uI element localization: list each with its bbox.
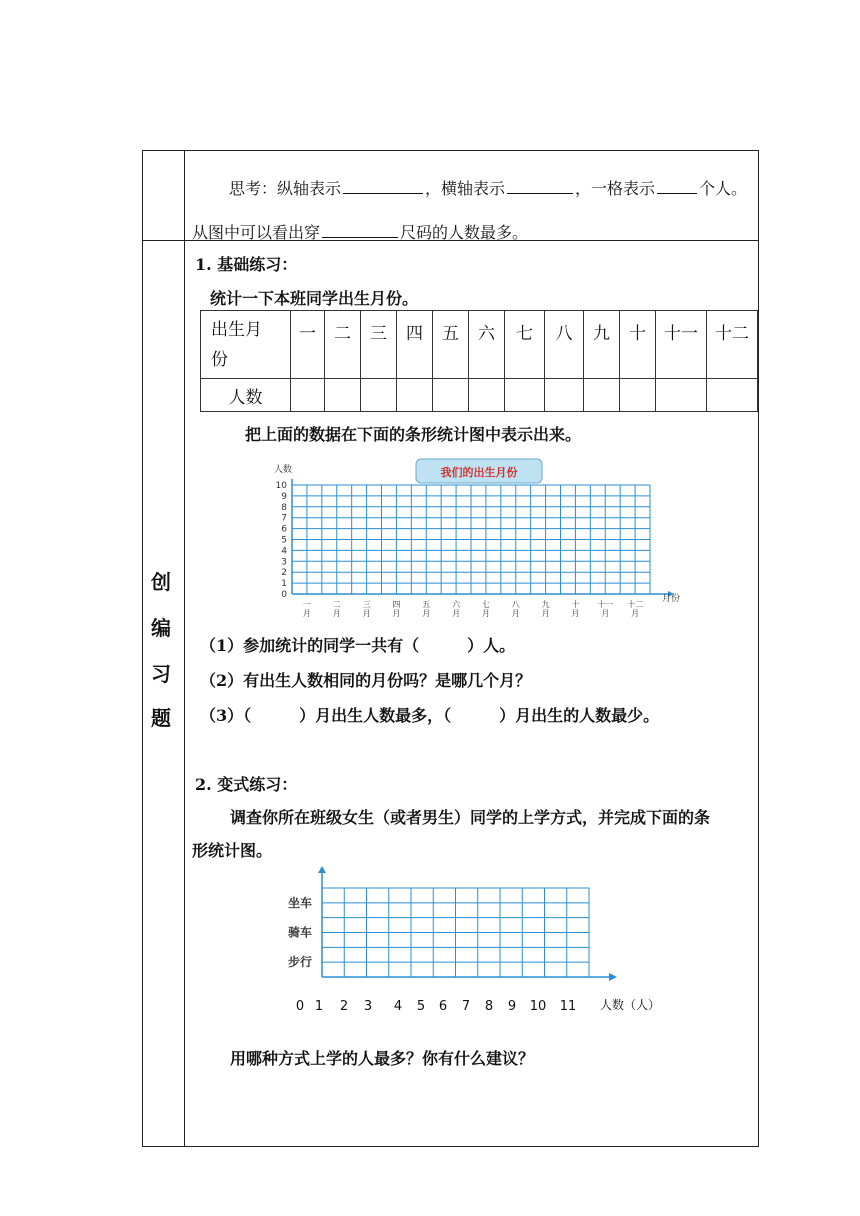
x-tick-label: 九 (541, 600, 550, 609)
x-tick-label-unit: 月 (452, 609, 461, 618)
count-cell[interactable] (545, 379, 584, 412)
month-cell: 十一 (656, 311, 707, 379)
count-cell[interactable] (433, 379, 469, 412)
x-tick-label-unit: 月 (631, 609, 640, 618)
y-tick-label: 1 (281, 579, 287, 590)
x-tick-label: 二 (332, 600, 341, 609)
x-tick-label: 十 (571, 600, 580, 609)
think-text-6: 尺码的人数最多。 (400, 223, 529, 242)
x-axis-label: 人数（人） (600, 998, 661, 1012)
header-label-line2: 份 (211, 349, 228, 370)
x-tick-label: 十二 (627, 600, 644, 609)
think-line-1 (229, 176, 747, 199)
vertical-axis-blank[interactable] (343, 179, 423, 194)
x-tick-label-unit: 月 (422, 609, 431, 618)
section1-instruction: 把上面的数据在下面的条形统计图中表示出来。 (245, 425, 582, 444)
birth-month-table (200, 310, 758, 412)
count-row-label: 人数 (201, 379, 291, 412)
month-cell: 三 (361, 311, 397, 379)
y-tick-label: 4 (281, 546, 287, 557)
y-tick-label: 3 (281, 557, 287, 568)
count-cell[interactable] (361, 379, 397, 412)
section2-intro-line2: 形统计图。 (192, 841, 273, 860)
x-tick-label-unit: 月 (302, 609, 311, 618)
count-cell[interactable] (620, 379, 656, 412)
x-tick-label: 3 (363, 999, 373, 1014)
count-cell[interactable] (325, 379, 361, 412)
side-char-2: 编 (151, 616, 171, 640)
x-tick-label-unit: 月 (362, 609, 371, 618)
x-tick-label: 7 (461, 999, 471, 1014)
frame-right (758, 150, 759, 1147)
side-char-1: 创 (151, 570, 171, 594)
y-axis-label: 人数 (274, 465, 293, 475)
y-tick-label: 0 (281, 590, 287, 600)
category-label: 骑车 (288, 925, 313, 940)
month-cell: 六 (469, 311, 505, 379)
question-3: （3）（ ）月出生人数最多，（ ）月出生的人数最少。 (200, 706, 660, 725)
x-tick-label: 三 (362, 600, 371, 609)
y-tick-label: 6 (281, 524, 287, 535)
month-cell: 七 (505, 311, 545, 379)
side-char-4: 题 (151, 706, 171, 730)
month-cell: 一 (291, 311, 325, 379)
section1-heading: 1. 基础练习： (195, 255, 298, 274)
month-cell: 五 (433, 311, 469, 379)
y-axis-arrow (318, 866, 326, 873)
section2-heading: 2. 变式练习： (195, 775, 298, 794)
x-tick-label-unit: 月 (601, 609, 610, 618)
y-tick-label: 7 (281, 513, 287, 524)
section2-question: 用哪种方式上学的人最多？你有什么建议？ (230, 1049, 535, 1068)
think-text-3: ，一格表示 (575, 179, 656, 198)
frame-bottom (142, 1146, 759, 1147)
think-text-4: 个人。 (699, 179, 748, 198)
question-1: （1）参加统计的同学一共有（ ）人。 (200, 636, 516, 655)
x-tick-label-unit: 月 (332, 609, 341, 618)
think-line-2 (192, 220, 528, 243)
y-tick-label: 10 (275, 481, 287, 491)
frame-top (142, 150, 759, 151)
y-tick-label: 2 (281, 568, 287, 579)
month-cell: 十 (620, 311, 656, 379)
horizontal-axis-blank[interactable] (507, 179, 573, 194)
chart-title: 我们的出生月份 (440, 466, 518, 479)
think-text-5: 从图中可以看出穿 (192, 223, 321, 242)
x-tick-label-unit: 月 (511, 609, 520, 618)
size-blank[interactable] (322, 223, 398, 238)
x-tick-label: 七 (481, 600, 490, 609)
x-tick-label: 2 (339, 999, 349, 1014)
count-cell[interactable] (584, 379, 620, 412)
x-tick-label: 1 (314, 999, 324, 1014)
x-tick-label: 10 (529, 999, 547, 1014)
x-tick-label: 八 (511, 600, 520, 609)
x-tick-label-unit: 月 (481, 609, 490, 618)
month-cell: 十二 (707, 311, 758, 379)
x-axis-label: 月份 (662, 594, 681, 604)
x-tick-label: 6 (438, 999, 448, 1014)
x-tick-label: 六 (452, 600, 461, 609)
x-tick-label: 五 (422, 600, 431, 609)
section1-intro: 统计一下本班同学出生月份。 (210, 289, 419, 308)
question-2: （2）有出生人数相同的月份吗？是哪几个月？ (200, 671, 532, 690)
count-cell[interactable] (397, 379, 433, 412)
x-tick-label: 0 (295, 999, 305, 1014)
x-tick-label-unit: 月 (541, 609, 550, 618)
y-tick-label: 5 (281, 535, 287, 546)
frame-left (142, 150, 143, 1147)
count-cell[interactable] (469, 379, 505, 412)
month-cell: 二 (325, 311, 361, 379)
frame-column-divider (184, 150, 185, 1147)
x-tick-label: 四 (392, 600, 401, 609)
header-cell-month (201, 311, 291, 379)
x-tick-label: 11 (559, 999, 577, 1014)
x-tick-label-unit: 月 (392, 609, 401, 618)
count-cell[interactable] (505, 379, 545, 412)
category-label: 步行 (288, 955, 313, 970)
count-cell[interactable] (291, 379, 325, 412)
think-text-2: ，横轴表示 (425, 179, 506, 198)
birth-month-bar-chart[interactable] (270, 455, 690, 620)
month-cell: 八 (545, 311, 584, 379)
x-tick-label: 9 (507, 999, 517, 1014)
y-tick-label: 9 (281, 491, 287, 502)
section2-intro-line1: 调查你所在班级女生（或者男生）同学的上学方式，并完成下面的条 (230, 808, 711, 827)
month-cell: 四 (397, 311, 433, 379)
x-axis-arrow (609, 973, 617, 981)
side-char-3: 习 (151, 662, 171, 686)
y-tick-label: 8 (281, 502, 287, 513)
category-label: 坐车 (288, 895, 313, 910)
x-tick-label-unit: 月 (571, 609, 580, 618)
x-tick-label: 8 (484, 999, 494, 1014)
count-cell[interactable] (656, 379, 707, 412)
think-text-1: 思考：纵轴表示 (229, 179, 342, 198)
x-tick-label: 4 (393, 999, 403, 1014)
x-tick-label: 5 (416, 999, 426, 1014)
x-tick-label: 十一 (597, 600, 614, 609)
header-label-line1: 出生月 (211, 319, 262, 340)
grid-unit-blank[interactable] (657, 179, 697, 194)
x-tick-label: 一 (302, 600, 311, 609)
count-cell[interactable] (707, 379, 758, 412)
month-cell: 九 (584, 311, 620, 379)
commute-bar-chart[interactable] (280, 865, 670, 1020)
